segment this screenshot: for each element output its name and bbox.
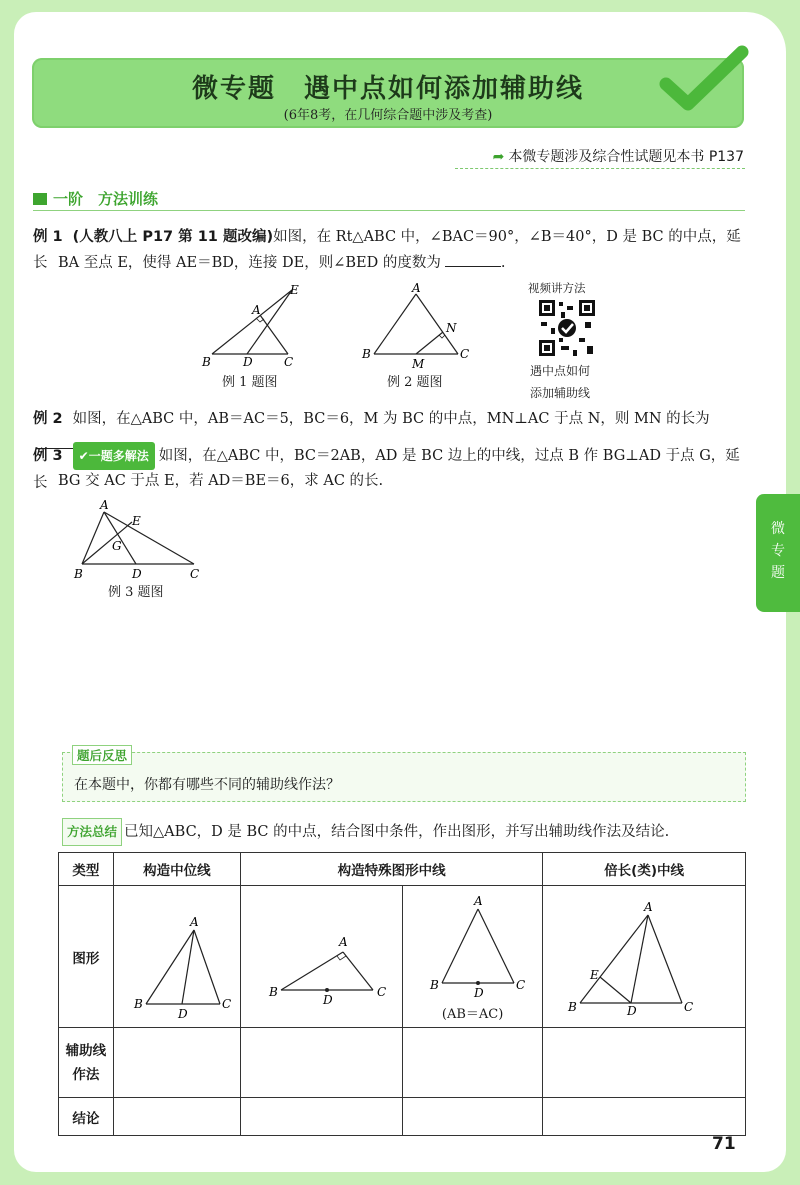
double-median-figure: [554, 895, 734, 1018]
point-label: C: [460, 347, 470, 361]
svg-text:E: E: [590, 967, 599, 982]
row-header: 辅助线作法: [59, 1028, 114, 1098]
midline-figure: [122, 900, 232, 1021]
point-label: G: [112, 539, 122, 553]
bar-chart-icon: [33, 193, 47, 205]
table-cell: [543, 886, 746, 1028]
table-cell[interactable]: [403, 1028, 543, 1098]
table-header: 倍长(类)中线: [543, 853, 746, 886]
svg-text:D: D: [627, 1003, 637, 1018]
svg-text:C: C: [221, 996, 232, 1011]
point-label: E: [290, 283, 299, 297]
table-cell[interactable]: [543, 1098, 746, 1136]
svg-text:B: B: [268, 984, 278, 999]
example-2: 例 2 如图，在△ABC 中，AB＝AC＝5，BC＝6，M 为 BC 的中点，MN⊥AC 于点 N，则 MN 的长为: [33, 406, 748, 458]
reflection-tag: 题后反思: [72, 745, 132, 765]
example-3-figure: [70, 498, 210, 584]
svg-text:A: A: [473, 894, 483, 908]
summary-table: [58, 852, 746, 1136]
point-label: A: [252, 303, 261, 317]
table-cell[interactable]: [113, 1098, 240, 1136]
title-banner: [32, 58, 744, 128]
example-3: 例 3 ✔一题多解法 如图，在△ABC 中，BC＝2AB，AD 是 BC 边上的中线，过点 B 作 BG⊥AD 于点 G，延长: [33, 442, 748, 496]
svg-text:B: B: [568, 999, 577, 1014]
table-header: 构造中位线: [113, 853, 240, 886]
point-label: E: [132, 514, 141, 528]
point-label: C: [190, 567, 200, 581]
row-header: 图形: [59, 886, 114, 1028]
figure-caption: 例 2 题图: [387, 375, 443, 390]
method-tag: 方法总结: [62, 818, 122, 846]
point-label: B: [362, 347, 371, 361]
page-subtitle: (6年8考，在几何综合题中涉及考查): [283, 108, 493, 123]
example-1-line2: BA 至点 E，使得 AE＝BD，连接 DE，则∠BED 的度数为 .: [58, 250, 748, 276]
right-triangle-figure: [247, 900, 397, 1010]
arrow-right-icon: ➦: [492, 149, 505, 165]
answer-blank[interactable]: [445, 252, 501, 267]
check-icon: ✔: [78, 449, 89, 463]
figure-caption: 例 1 题图: [222, 375, 278, 390]
point-label: C: [284, 355, 294, 369]
svg-text:C: C: [376, 984, 386, 999]
table-cell: [241, 886, 403, 1028]
svg-text:C: C: [684, 999, 694, 1014]
qr-code-icon[interactable]: [537, 298, 597, 358]
table-cell[interactable]: [113, 1028, 240, 1098]
reference-note[interactable]: ➦ 本微专题涉及综合性试题见本书 P137: [492, 149, 744, 165]
qr-title-line2: 添加辅助线: [530, 386, 591, 400]
point-label: B: [74, 567, 83, 581]
point-label: B: [202, 355, 211, 369]
example-2-figure: [360, 282, 480, 372]
svg-text:A: A: [338, 934, 348, 949]
divider: [33, 210, 745, 211]
point-label: D: [243, 355, 253, 369]
example-1: 例 1 (人教八上 P17 第 11 题改编)如图，在 Rt△ABC 中，∠BAC＝90°，∠B＝40°，D 是 BC 的中点，延长: [33, 229, 741, 271]
table-header: 类型: [59, 853, 114, 886]
row-header: 结论: [59, 1098, 114, 1136]
side-tab[interactable]: 微 专 题: [756, 494, 800, 612]
svg-text:B: B: [429, 978, 439, 992]
svg-text:B: B: [133, 996, 143, 1011]
svg-text:D: D: [473, 986, 484, 1000]
table-cell[interactable]: [403, 1098, 543, 1136]
point-label: N: [446, 321, 457, 335]
point-label: M: [412, 357, 425, 371]
table-cell[interactable]: [241, 1028, 403, 1098]
checkmark-icon: [660, 46, 750, 116]
svg-text:A: A: [189, 914, 199, 929]
table-cell: [403, 886, 543, 1028]
table-cell: [113, 886, 240, 1028]
figure-caption: 例 3 题图: [108, 585, 164, 600]
table-cell[interactable]: [543, 1028, 746, 1098]
divider: [455, 168, 745, 169]
point-label: A: [100, 498, 109, 512]
example-3-line2: BG 交 AC 于点 E，若 AD＝BE＝6，求 AC 的长.: [58, 473, 384, 489]
svg-text:A: A: [644, 899, 653, 914]
figure-note: (AB＝AC): [441, 1007, 504, 1022]
isosceles-figure: [408, 891, 538, 1001]
page-number: 71: [712, 1134, 736, 1154]
multi-solution-badge: ✔一题多解法: [73, 442, 155, 470]
example-1-figure: [200, 282, 320, 372]
reflection-text: 在本题中，你都有哪些不同的辅助线作法？: [74, 777, 340, 793]
svg-text:C: C: [515, 978, 525, 992]
page-title: 微专题 遇中点如何添加辅助线: [191, 74, 584, 104]
point-label: D: [177, 1006, 188, 1021]
table-cell[interactable]: [241, 1098, 403, 1136]
point-label: A: [412, 281, 421, 295]
svg-text:D: D: [322, 992, 333, 1007]
point-label: D: [132, 567, 142, 581]
table-header: 构造特殊图形中线: [241, 853, 543, 886]
section-heading: 一阶 方法训练: [33, 188, 158, 209]
qr-caption: 视频讲方法: [528, 281, 586, 295]
qr-title-line1: 遇中点如何: [530, 364, 591, 378]
method-summary: 方法总结 已知△ABC，D 是 BC 的中点，结合图中条件，作出图形，并写出辅助线作法及结论.: [62, 818, 752, 846]
